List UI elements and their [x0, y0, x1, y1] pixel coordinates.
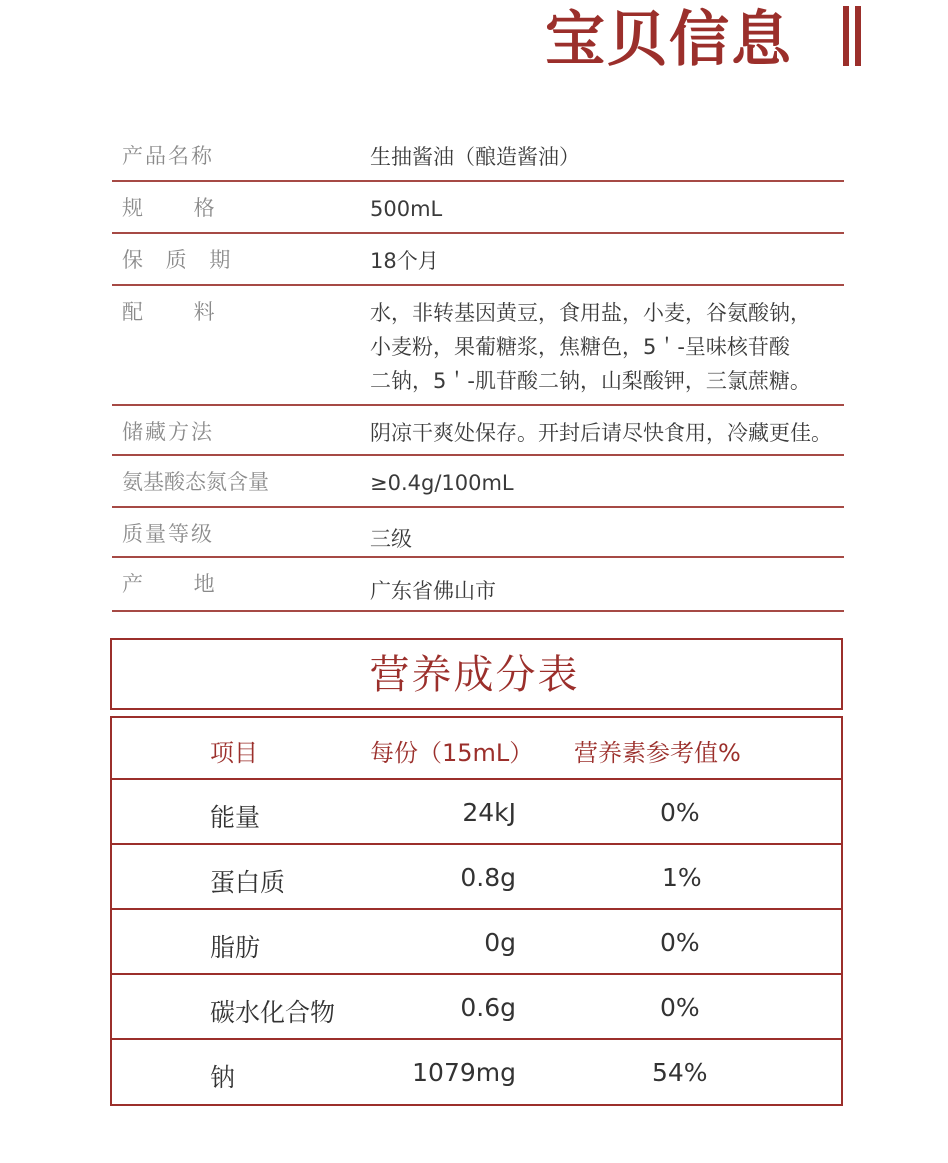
nutrient-amount: 1079mg — [412, 1058, 516, 1087]
info-row-grade — [112, 508, 844, 558]
nutrition-header-row — [112, 718, 841, 780]
nutrient-amount: 24kJ — [462, 798, 516, 827]
nutrient-name: 蛋白质 — [210, 868, 286, 897]
info-label: 保 质 期 — [122, 248, 239, 272]
section-title: 宝贝信息 — [545, 5, 793, 75]
info-row-storage — [112, 406, 844, 456]
info-label: 产品名称 — [122, 144, 214, 168]
ingredients-line: 水，非转基因黄豆，食用盐，小麦，谷氨酸钠， — [370, 301, 811, 325]
info-value: 18个月 — [370, 249, 439, 273]
header-per-serving: 每份（15mL） — [370, 739, 534, 767]
info-row-product-name — [112, 130, 844, 182]
info-value-multiline — [370, 296, 850, 398]
info-value: 广东省佛山市 — [370, 579, 496, 603]
nutrient-amount: 0.8g — [460, 863, 516, 892]
nutrient-nrv: 0% — [660, 993, 700, 1022]
info-label: 质量等级 — [122, 522, 214, 546]
info-value: 阴凉干爽处保存。开封后请尽快食用，冷藏更佳。 — [370, 421, 832, 445]
info-label: 配 料 — [122, 300, 237, 324]
nutrient-name: 碳水化合物 — [210, 998, 336, 1027]
nutrient-name: 钠 — [210, 1063, 236, 1092]
nutrient-nrv: 0% — [660, 928, 700, 957]
table-row — [112, 1040, 841, 1104]
ingredients-line: 小麦粉，果葡糖浆，焦糖色，5＇-呈味核苷酸 — [370, 335, 790, 359]
info-value: 三级 — [370, 527, 412, 551]
page-header — [0, 0, 948, 80]
info-row-shelf-life — [112, 234, 844, 286]
nutrition-table — [110, 716, 843, 1106]
header-item: 项目 — [210, 739, 258, 767]
header-nrv: 营养素参考值% — [574, 739, 741, 767]
product-info-table — [112, 130, 844, 612]
info-label: 氨基酸态氮含量 — [122, 470, 269, 494]
info-row-spec — [112, 182, 844, 234]
info-label: 产 地 — [122, 572, 237, 596]
info-value: 生抽酱油（酿造酱油） — [370, 145, 580, 169]
table-row — [112, 845, 841, 910]
table-row — [112, 780, 841, 845]
nutrition-title-box — [110, 638, 843, 710]
info-row-ingredients — [112, 286, 844, 406]
info-row-origin — [112, 558, 844, 612]
table-row — [112, 910, 841, 975]
nutrient-name: 能量 — [210, 803, 261, 832]
title-accent-bars-icon — [843, 6, 867, 66]
info-row-amino-nitrogen — [112, 456, 844, 508]
nutrient-nrv: 0% — [660, 798, 700, 827]
nutrient-name: 脂肪 — [210, 933, 261, 962]
table-row — [112, 975, 841, 1040]
info-value: ≥0.4g/100mL — [370, 471, 514, 495]
nutrient-amount: 0.6g — [460, 993, 516, 1022]
nutrient-nrv: 1% — [662, 863, 702, 892]
info-value: 500mL — [370, 197, 443, 221]
ingredients-line: 二钠，5＇-肌苷酸二钠，山梨酸钾，三氯蔗糖。 — [370, 369, 811, 393]
info-label: 规 格 — [122, 196, 237, 220]
nutrient-amount: 0g — [484, 928, 516, 957]
nutrient-nrv: 54% — [652, 1058, 708, 1087]
nutrition-title: 营养成分表 — [369, 652, 580, 698]
info-label: 储藏方法 — [122, 420, 214, 444]
